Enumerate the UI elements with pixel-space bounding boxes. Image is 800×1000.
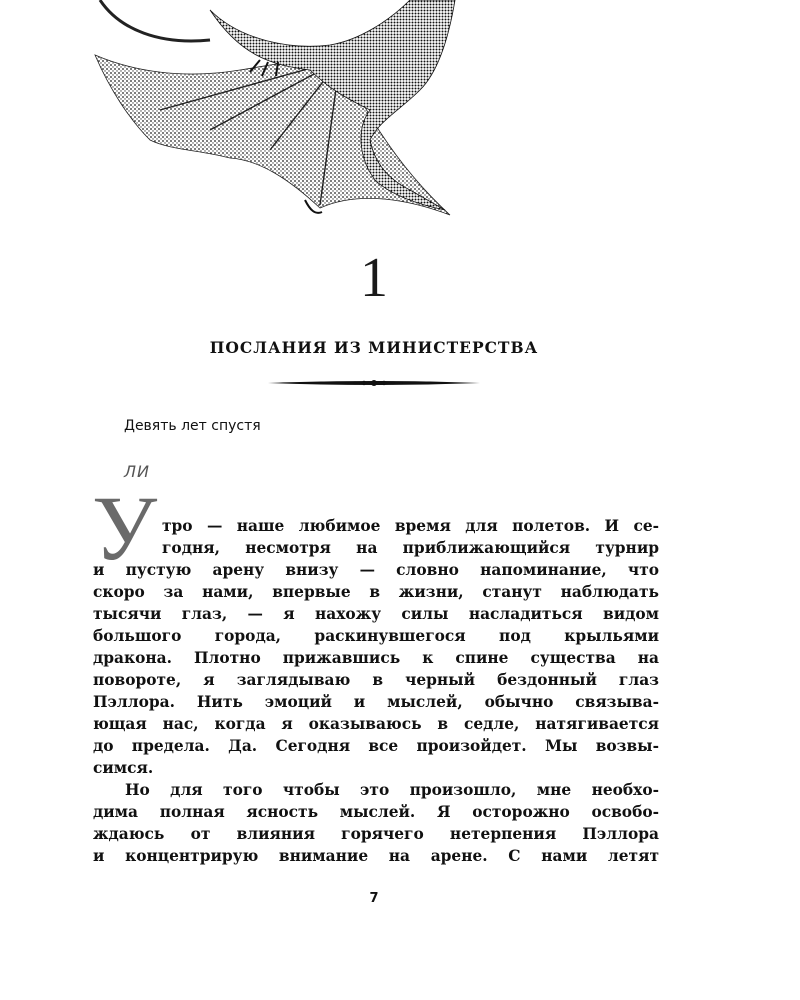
- dragon-illustration-icon: [90, 0, 470, 230]
- paragraph-2: [93, 779, 659, 867]
- text-line: скоро за нами, впервые в жизни, станут наблюдать: [93, 583, 659, 601]
- paragraph-1-body: [93, 559, 659, 779]
- text-line: дракона. Плотно прижавшись к спине существа на: [93, 649, 659, 667]
- paragraph-1-intro: [162, 515, 659, 559]
- text-line: тро — наше любимое время для полетов. И се-: [162, 517, 659, 535]
- text-line: тысячи глаз, — я нахожу силы насладиться видом: [93, 605, 659, 623]
- time-subheading: Девять лет спустя: [124, 418, 261, 434]
- text-line: большого города, раскинувшегося под крыльями: [93, 627, 659, 645]
- drop-cap: У: [92, 477, 158, 579]
- text-line: симся.: [93, 759, 154, 777]
- text-line: и концентрирую внимание на арене. С нами летят: [93, 847, 659, 865]
- text-line: ющая нас, когда я оказываюсь в седле, натягивается: [93, 715, 659, 733]
- text-line: Но для того чтобы это произошло, мне необхо-: [125, 781, 659, 799]
- chapter-title: ПОСЛАНИЯ ИЗ МИНИСТЕРСТВА: [209, 338, 539, 357]
- text-line: до предела. Да. Сегодня все произойдет. Мы возвы-: [93, 737, 659, 755]
- divider-ornament: [268, 376, 480, 390]
- text-line: дима полная ясность мыслей. Я осторожно освобо-: [93, 803, 659, 821]
- page-number: 7: [369, 891, 379, 906]
- text-line: годня, несмотря на приближающийся турнир: [162, 539, 659, 557]
- text-line: ждаюсь от влияния горячего нетерпения Пэллора: [93, 825, 659, 843]
- chapter-number: 1: [360, 247, 388, 309]
- text-line: Пэллора. Нить эмоций и мыслей, обычно связыва-: [93, 693, 659, 711]
- text-line: повороте, я заглядываю в черный бездонный глаз: [93, 671, 659, 689]
- pov-character: ЛИ: [124, 462, 150, 481]
- text-line: и пустую арену внизу — словно напоминание, что: [93, 561, 659, 579]
